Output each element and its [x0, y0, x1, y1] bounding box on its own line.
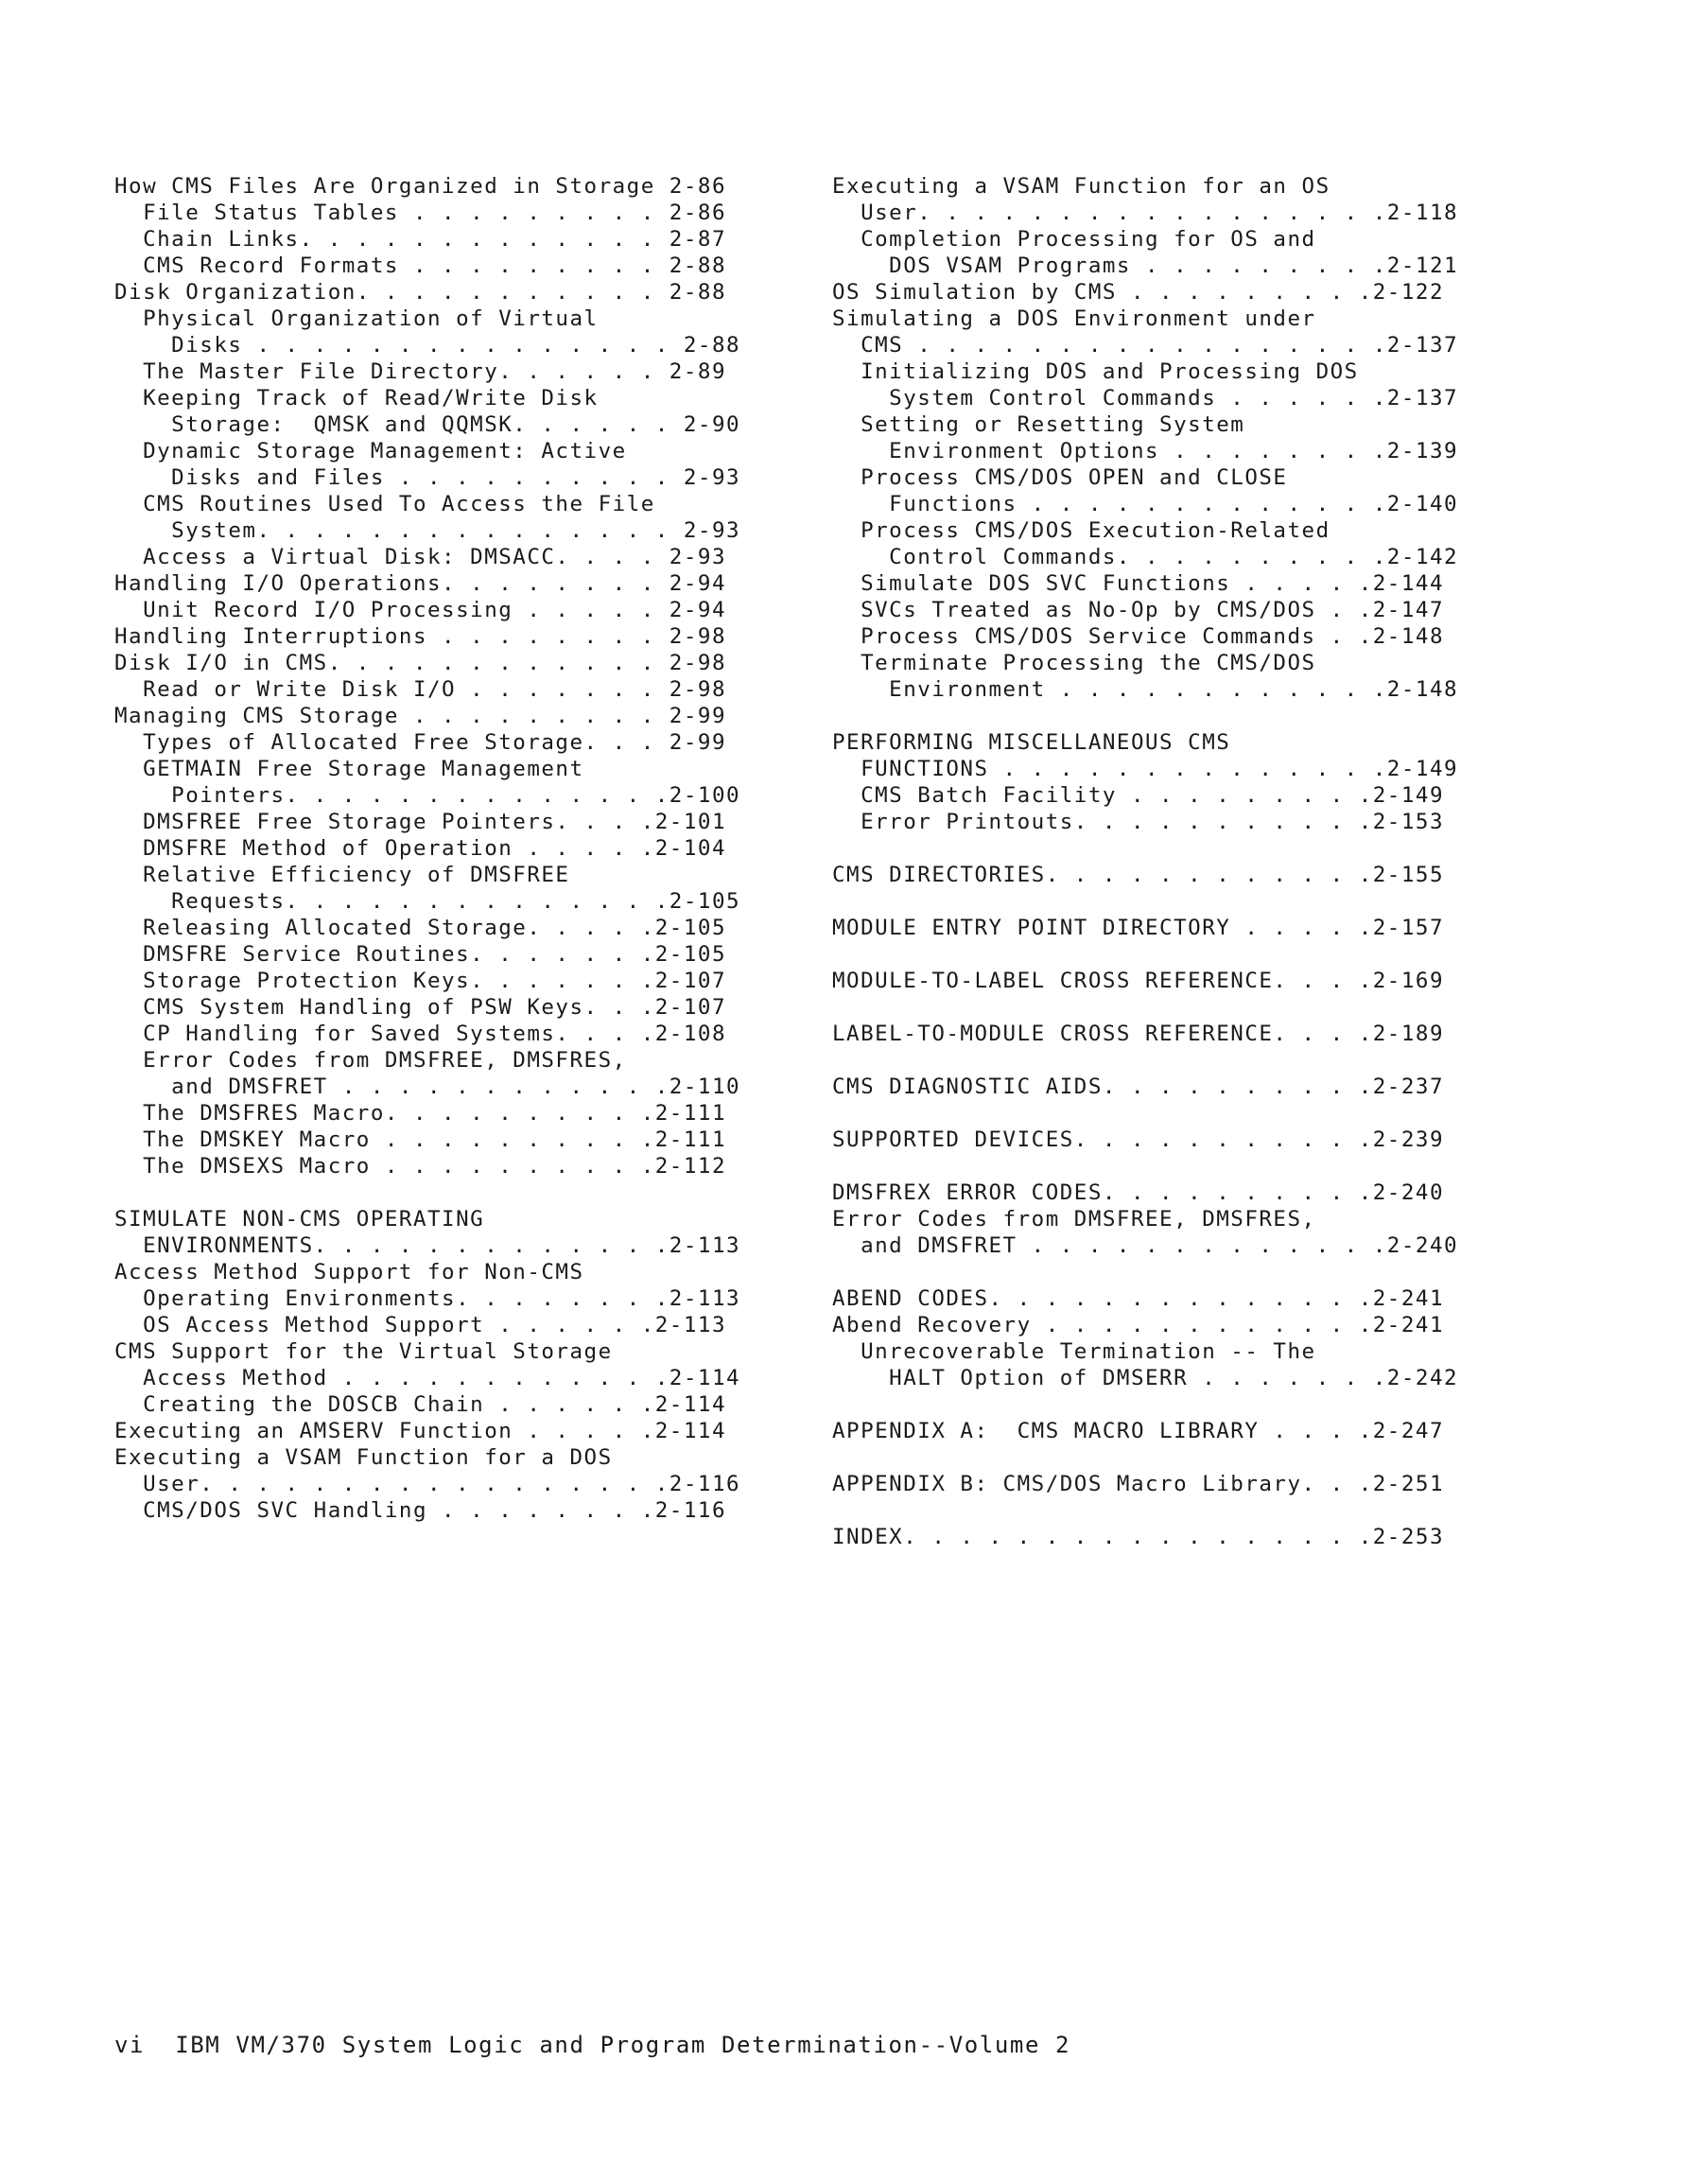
toc-entry: Chain Links. . . . . . . . . . . . . 2-87 [114, 227, 726, 252]
toc-entry: Disk Organization. . . . . . . . . . . 2-88 [114, 280, 726, 305]
toc-spacer [832, 994, 1513, 1021]
toc-entry: Abend Recovery . . . . . . . . . . . .2-241 [832, 1313, 1444, 1337]
toc-entry: Terminate Processing the CMS/DOS [832, 651, 1316, 675]
toc-entry: Disks and Files . . . . . . . . . . 2-93 [114, 465, 741, 490]
toc-entry: User. . . . . . . . . . . . . . . . .2-118 [832, 201, 1459, 225]
toc-entry: Error Printouts. . . . . . . . . . .2-153 [832, 810, 1444, 834]
toc-entry: DMSFREE Free Storage Pointers. . . .2-101 [114, 810, 726, 834]
toc-entry: Functions . . . . . . . . . . . . .2-140 [832, 492, 1459, 516]
toc-entry: Pointers. . . . . . . . . . . . . .2-100 [114, 783, 741, 808]
toc-entry: SIMULATE NON-CMS OPERATING [114, 1207, 485, 1232]
toc-entry: CMS DIAGNOSTIC AIDS. . . . . . . . . .2-237 [832, 1075, 1444, 1099]
toc-entry: User. . . . . . . . . . . . . . . . .2-116 [114, 1472, 741, 1496]
toc-entry: CMS Record Formats . . . . . . . . . 2-88 [114, 253, 726, 278]
toc-entry: SUPPORTED DEVICES. . . . . . . . . . .2-239 [832, 1127, 1444, 1152]
toc-entry: APPENDIX B: CMS/DOS Macro Library. . .2-251 [832, 1472, 1444, 1496]
toc-entry: OS Simulation by CMS . . . . . . . . .2-122 [832, 280, 1444, 305]
toc-spacer [832, 703, 1513, 729]
toc-entry: FUNCTIONS . . . . . . . . . . . . . .2-149 [832, 757, 1459, 781]
toc-entry: Process CMS/DOS OPEN and CLOSE [832, 465, 1288, 490]
toc-entry: Disk I/O in CMS. . . . . . . . . . . . 2-98 [114, 651, 726, 675]
toc-entry: Initializing DOS and Processing DOS [832, 359, 1359, 384]
toc-spacer [114, 1179, 795, 1206]
toc-entry: Process CMS/DOS Service Commands . .2-148 [832, 624, 1444, 649]
toc-entry: APPENDIX A: CMS MACRO LIBRARY . . . .2-247 [832, 1419, 1444, 1443]
toc-entry: MODULE-TO-LABEL CROSS REFERENCE. . . .2-169 [832, 969, 1444, 993]
toc-entry: Environment Options . . . . . . . .2-139 [832, 439, 1459, 463]
toc-entry: Read or Write Disk I/O . . . . . . . 2-98 [114, 677, 726, 702]
toc-entry: DOS VSAM Programs . . . . . . . . .2-121 [832, 253, 1459, 278]
toc-entry: Types of Allocated Free Storage. . . 2-99 [114, 730, 726, 755]
toc-entry: MODULE ENTRY POINT DIRECTORY . . . . .2-157 [832, 916, 1444, 940]
toc-entry: Requests. . . . . . . . . . . . . .2-105 [114, 889, 741, 914]
toc-entry: Storage Protection Keys. . . . . . .2-107 [114, 969, 726, 993]
toc-spacer [832, 1497, 1513, 1524]
toc-spacer [832, 941, 1513, 968]
toc-spacer [832, 1047, 1513, 1074]
toc-entry: Executing an AMSERV Function . . . . .2-114 [114, 1419, 726, 1443]
toc-entry: INDEX. . . . . . . . . . . . . . . . .2-253 [832, 1525, 1444, 1549]
toc-entry: The DMSKEY Macro . . . . . . . . . .2-111 [114, 1127, 726, 1152]
toc-spacer [832, 835, 1513, 862]
toc-entry: System Control Commands . . . . . .2-137 [832, 386, 1459, 411]
toc-entry: Simulate DOS SVC Functions . . . . .2-144 [832, 571, 1444, 596]
toc-spacer [832, 1153, 1513, 1179]
toc-entry: The DMSFRES Macro. . . . . . . . . .2-111 [114, 1101, 726, 1126]
toc-spacer [832, 1391, 1513, 1418]
toc-entry: Access Method . . . . . . . . . . . .2-114 [114, 1366, 741, 1390]
toc-entry: CMS Support for the Virtual Storage [114, 1339, 613, 1364]
toc-entry: Disks . . . . . . . . . . . . . . . 2-88 [114, 333, 741, 358]
toc-entry: HALT Option of DMSERR . . . . . . .2-242 [832, 1366, 1459, 1390]
toc-entry: Keeping Track of Read/Write Disk [114, 386, 599, 411]
toc-entry: Handling I/O Operations. . . . . . . . 2-94 [114, 571, 726, 596]
toc-right-column [832, 173, 1513, 1550]
toc-entry: and DMSFRET . . . . . . . . . . . . .2-240 [832, 1233, 1459, 1258]
toc-entry: Handling Interruptions . . . . . . . . 2-98 [114, 624, 726, 649]
toc-entry: File Status Tables . . . . . . . . . 2-86 [114, 201, 726, 225]
toc-entry: CMS DIRECTORIES. . . . . . . . . . . .2-155 [832, 863, 1444, 887]
toc-entry: Process CMS/DOS Execution-Related [832, 518, 1330, 543]
toc-entry: How CMS Files Are Organized in Storage 2-86 [114, 174, 726, 199]
toc-entry: Unit Record I/O Processing . . . . . 2-94 [114, 598, 726, 622]
toc-entry: Releasing Allocated Storage. . . . .2-105 [114, 916, 726, 940]
toc-entry: Managing CMS Storage . . . . . . . . . 2-99 [114, 704, 726, 728]
toc-entry: CMS Routines Used To Access the File [114, 492, 655, 516]
toc-spacer [832, 1444, 1513, 1471]
toc-entry: GETMAIN Free Storage Management [114, 757, 584, 781]
toc-entry: CMS/DOS SVC Handling . . . . . . . .2-116 [114, 1498, 726, 1523]
toc-entry: DMSFREX ERROR CODES. . . . . . . . . .2-240 [832, 1180, 1444, 1205]
toc-entry: Simulating a DOS Environment under [832, 306, 1316, 331]
toc-entry: OS Access Method Support . . . . . .2-113 [114, 1313, 726, 1337]
toc-spacer [832, 1259, 1513, 1285]
toc-entry: Relative Efficiency of DMSFREE [114, 863, 570, 887]
page-footer: vi IBM VM/370 System Logic and Program Determination--Volume 2 [114, 2032, 1071, 2058]
toc-entry: DMSFRE Method of Operation . . . . .2-104 [114, 836, 726, 861]
toc-entry: ENVIRONMENTS. . . . . . . . . . . . .2-113 [114, 1233, 741, 1258]
toc-spacer [832, 1100, 1513, 1127]
toc-entry: Operating Environments. . . . . . . .2-113 [114, 1286, 741, 1311]
toc-entry: ABEND CODES. . . . . . . . . . . . . .2-241 [832, 1286, 1444, 1311]
toc-entry: Access a Virtual Disk: DMSACC. . . . 2-93 [114, 545, 726, 569]
toc-spacer [832, 888, 1513, 915]
toc-left-column [114, 173, 795, 1524]
toc-entry: Environment . . . . . . . . . . . .2-148 [832, 677, 1459, 702]
toc-entry: CMS . . . . . . . . . . . . . . . . .2-137 [832, 333, 1459, 358]
toc-entry: Executing a VSAM Function for a DOS [114, 1445, 613, 1470]
toc-entry: Creating the DOSCB Chain . . . . . .2-114 [114, 1392, 726, 1417]
toc-entry: Storage: QMSK and QQMSK. . . . . . 2-90 [114, 412, 741, 437]
toc-entry: Completion Processing for OS and [832, 227, 1316, 252]
toc-entry: SVCs Treated as No-Op by CMS/DOS . .2-147 [832, 598, 1444, 622]
toc-entry: Dynamic Storage Management: Active [114, 439, 627, 463]
toc-entry: CMS Batch Facility . . . . . . . . .2-149 [832, 783, 1444, 808]
toc-entry: CP Handling for Saved Systems. . . .2-108 [114, 1022, 726, 1046]
toc-entry: Executing a VSAM Function for an OS [832, 174, 1330, 199]
toc-entry: System. . . . . . . . . . . . . . . 2-93 [114, 518, 741, 543]
toc-entry: The DMSEXS Macro . . . . . . . . . .2-112 [114, 1154, 726, 1179]
toc-entry: DMSFRE Service Routines. . . . . . .2-105 [114, 942, 726, 967]
toc-entry: Access Method Support for Non-CMS [114, 1260, 584, 1284]
toc-entry: LABEL-TO-MODULE CROSS REFERENCE. . . .2-189 [832, 1022, 1444, 1046]
toc-entry: CMS System Handling of PSW Keys. . .2-107 [114, 995, 726, 1020]
toc-entry: PERFORMING MISCELLANEOUS CMS [832, 730, 1231, 755]
toc-entry: Error Codes from DMSFREE, DMSFRES, [832, 1207, 1316, 1232]
toc-entry: and DMSFRET . . . . . . . . . . . .2-110 [114, 1075, 741, 1099]
toc-entry: The Master File Directory. . . . . . 2-89 [114, 359, 726, 384]
toc-entry: Setting or Resetting System [832, 412, 1245, 437]
toc-entry: Physical Organization of Virtual [114, 306, 599, 331]
toc-entry: Control Commands. . . . . . . . . .2-142 [832, 545, 1459, 569]
toc-entry: Unrecoverable Termination -- The [832, 1339, 1316, 1364]
toc-entry: Error Codes from DMSFREE, DMSFRES, [114, 1048, 627, 1073]
